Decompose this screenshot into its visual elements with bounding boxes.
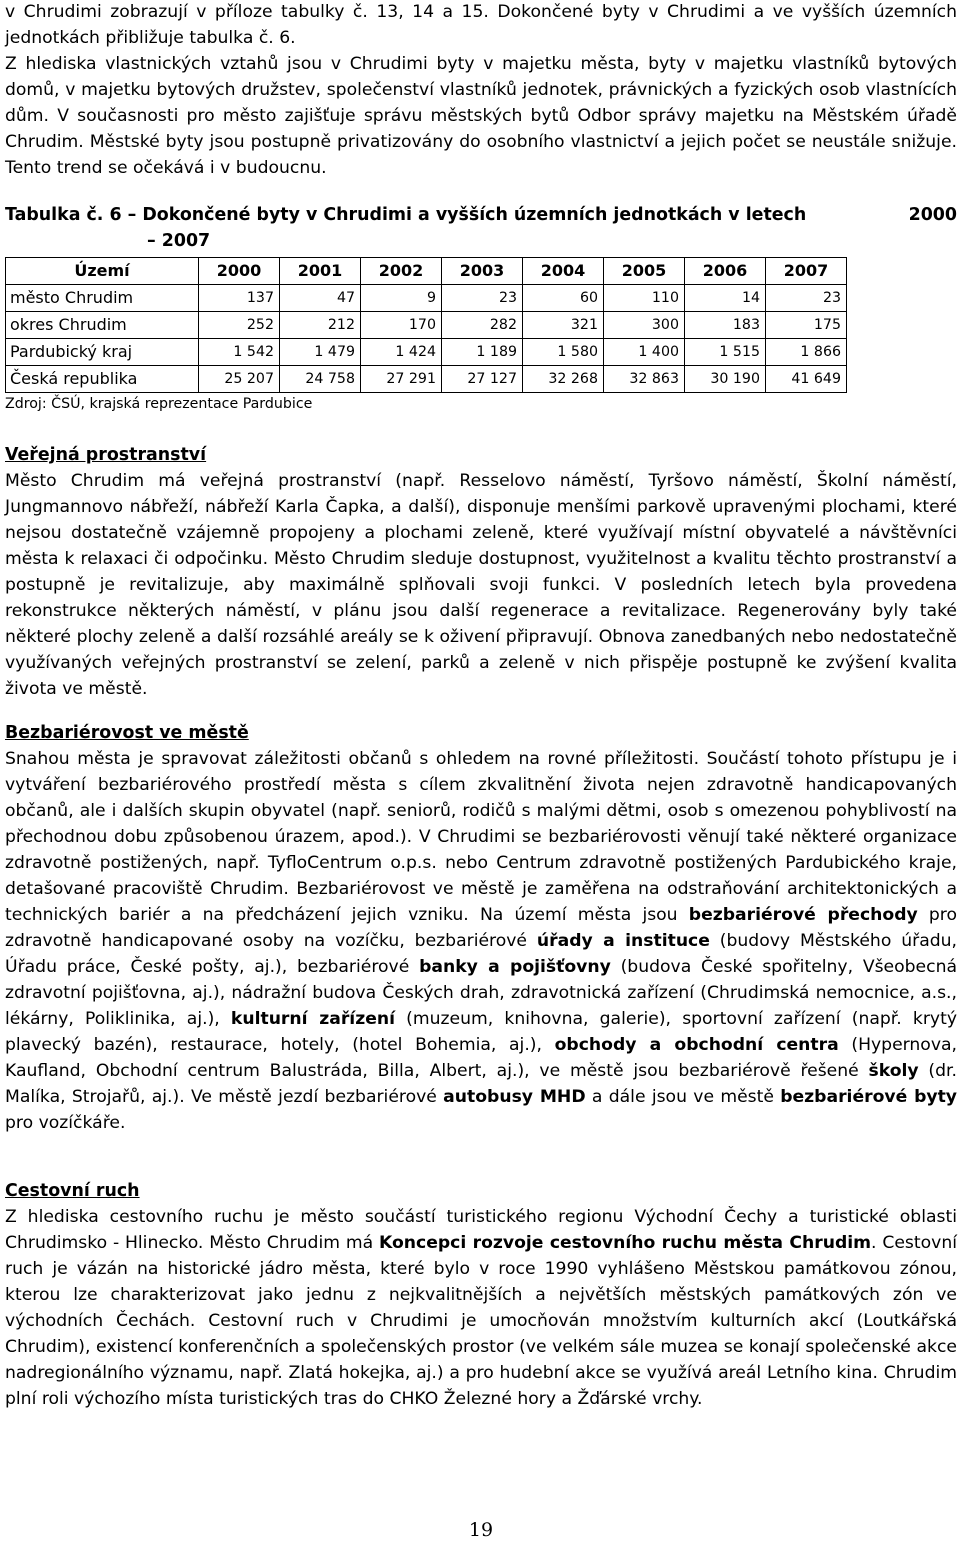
table-cell: 32 863 (604, 366, 685, 393)
table-caption-main: Tabulka č. 6 – Dokončené byty v Chrudimi a vyšších územních jednotkách v letech (5, 205, 807, 225)
table-cell-territory: okres Chrudim (6, 312, 199, 339)
table-row (6, 285, 847, 312)
text-run: (budova České spořitelny, Všeobecná zdravotní pojišťovna, aj.), nádražní budova Českých drah, zdravotnická zařízení (Chrudimská nemocnice, a.s., lékárny, Poliklinika, aj.), (5, 957, 957, 1029)
table-cell: 23 (766, 285, 847, 312)
section-paragraph (5, 1204, 957, 1412)
table-cell: 321 (523, 312, 604, 339)
table-row (6, 312, 847, 339)
table-header-cell: 2007 (766, 258, 847, 285)
text-run: (budovy Městského úřadu, Úřadu práce, České pošty, aj.), bezbariérové (5, 931, 957, 977)
table-header-cell: 2003 (442, 258, 523, 285)
table-caption-year-start: 2000 (908, 205, 957, 225)
intro-paragraph-2: Z hlediska vlastnických vztahů jsou v Chrudimi byty v majetku města, byty v majetku vlastníků bytových domů, v majetku bytových družstev, společenství vlastníků jednotek, právnických a fyzických osob vlastnících dům. V současnosti pro město zajišťuje správu městských bytů Odbor správy majetku na Městském úřadě Chrudim. Městské byty jsou postupně privatizovány do osobního vlastnictví a jejich počet se neustále snižuje. Tento trend se očekává i v budoucnu. (5, 54, 957, 178)
text-run: (dr. Malíka, Strojařů, aj.). Ve městě jezdí bezbariérové (5, 1061, 957, 1107)
bold-run: bezbariérové byty (780, 1087, 958, 1107)
table-cell: 60 (523, 285, 604, 312)
table-header-cell: 2000 (199, 258, 280, 285)
table-cell: 170 (361, 312, 442, 339)
text-run: (Hypernova, Kaufland, Obchodní centrum Balustráda, Billa, Albert, aj.), ve městě jsou bezbariérově řešené (5, 1035, 957, 1081)
bold-run: autobusy MHD (443, 1087, 586, 1107)
section-paragraph: Město Chrudim má veřejná prostranství (např. Resselovo náměstí, Tyršovo náměstí, Školní náměstí, Jungmannovo nábřeží, nábřeží Karla Čapka, a další), disponuje menšími parkově upravenými plochami, které nejsou dostatečně vzájemně propojeny a plochami zeleně, které využívají místní obyvatelé a návštěvníci města k relaxaci či odpočinku. Město Chrudim sleduje dostupnost, využitelnost a kvalitu těchto prostranství a postupně je revitalizuje, aby maximálně splňovali svoji funkci. V posledních letech byla provedena rekonstrukce některých náměstí, v plánu jsou další regenerace a revitalizace. Regenerovány byly také některé plochy zeleně a další rozsáhlé areály se k oživení připravují. Obnova zanedbaných nebo nedostatečně využívaných veřejných prostranství se zelení, parků a zeleně v nich přispěje postupně ke zvýšení kvalita života ve městě. (5, 471, 957, 699)
table-header-cell: 2001 (280, 258, 361, 285)
intro-paragraph-1: v Chrudimi zobrazují v příloze tabulky č. 13, 14 a 15. Dokončené byty v Chrudimi a ve vyšších územních jednotkách přibližuje tabulka č. 6. (5, 2, 957, 48)
table-cell: 300 (604, 312, 685, 339)
table-cell: 1 400 (604, 339, 685, 366)
table-cell: 282 (442, 312, 523, 339)
table-caption-year-end: – 2007 (147, 231, 211, 251)
text-run: (muzeum, knihovna, galerie), sportovní zařízení (např. krytý plavecký bazén), restaurace, hotely, (hotel Bohemia, aj.), (5, 1009, 958, 1055)
table-cell: 23 (442, 285, 523, 312)
table-caption (5, 202, 957, 254)
table-header-cell: 2005 (604, 258, 685, 285)
table-header-cell: 2006 (685, 258, 766, 285)
table-cell: 1 479 (280, 339, 361, 366)
text-run: pro vozíčkáře. (5, 1113, 126, 1133)
table-header-cell: 2002 (361, 258, 442, 285)
bold-run: úřady a instituce (536, 931, 710, 951)
bold-run: kulturní zařízení (230, 1009, 395, 1029)
table-cell: 1 515 (685, 339, 766, 366)
dwellings-table (5, 257, 847, 393)
table-cell: 183 (685, 312, 766, 339)
table-cell: 14 (685, 285, 766, 312)
section-heading: Cestovní ruch (5, 1181, 140, 1201)
bold-run: Koncepci rozvoje cestovního ruchu města Chrudim (378, 1233, 872, 1253)
intro-text (5, 0, 957, 181)
table-row (6, 366, 847, 393)
table-cell-territory: Pardubický kraj (6, 339, 199, 366)
section-tourism (5, 1178, 957, 1412)
table-cell: 30 190 (685, 366, 766, 393)
section-paragraph (5, 746, 957, 1136)
table-cell: 24 758 (280, 366, 361, 393)
table-header-row (6, 258, 847, 285)
table-cell: 175 (766, 312, 847, 339)
table-cell: 1 580 (523, 339, 604, 366)
bold-run: banky a pojišťovny (419, 957, 611, 977)
text-run: pro zdravotně handicapované osoby na vozíčku, bezbariérové (5, 905, 958, 951)
table-cell: 9 (361, 285, 442, 312)
table-cell: 137 (199, 285, 280, 312)
section-heading: Veřejná prostranství (5, 445, 207, 465)
table-cell: 110 (604, 285, 685, 312)
section-heading: Bezbariérovost ve městě (5, 723, 249, 743)
table-cell: 212 (280, 312, 361, 339)
bold-run: obchody a obchodní centra (554, 1035, 839, 1055)
table-cell: 25 207 (199, 366, 280, 393)
table-row (6, 339, 847, 366)
bold-run: školy (868, 1061, 919, 1081)
table-cell: 47 (280, 285, 361, 312)
table-cell: 1 866 (766, 339, 847, 366)
text-run: Snahou města je spravovat záležitosti občanů s ohledem na rovné příležitosti. Součástí tohoto přístupu je i vytváření bezbariérového prostředí města s cílem zkvalitnění života nejen zdravotně handicapovaných občanů, ale i dalších skupin obyvatel (např. seniorů, rodičů s malými dětmi, osob s omezenou pohyblivostí na přechodnou dobu způsobenou úrazem, apod.). V Chrudimi se bezbariérovosti věnují také některé organizace zdravotně postižených, např. TyfloCentrum o.p.s. nebo Centrum zdravotně postižených Pardubického kraje, detašované pracoviště Chrudim. Bezbariérovost ve městě je zaměřena na odstraňování architektonických a technických bariér a na předcházení jejich vzniku. Na území města jsou (5, 749, 957, 925)
table-source: Zdroj: ČSÚ, krajská reprezentace Pardubice (5, 396, 313, 412)
table-header-cell: Území (6, 258, 199, 285)
bold-run: bezbariérové přechody (688, 905, 918, 925)
table-cell: 32 268 (523, 366, 604, 393)
page-number: 19 (468, 1519, 494, 1541)
table-cell: 27 127 (442, 366, 523, 393)
table-cell: 1 424 (361, 339, 442, 366)
text-run: Z hlediska cestovního ruchu je město součástí turistického regionu Východní Čechy a turistické oblasti Chrudimsko - Hlinecko. Město Chrudim má (5, 1207, 957, 1253)
table-cell: 41 649 (766, 366, 847, 393)
table-cell-territory: Česká republika (6, 366, 199, 393)
text-run: . Cestovní ruch je vázán na historické jádro města, které bylo v roce 1990 vyhlášeno Městskou památkovou zónou, kterou lze charakterizovat jako jednu z nejkvalitnějších a největších městských památkových zón ve východních Čechách. Cestovní ruch v Chrudimi je umocňován množstvím kulturních akcí (Loutkářská Chrudim), existencí konferenčních a společenských prostor (ve velkém sále muzea se konají společenské akce nadregionálního významu, např. Zlatá hokejka, aj.) a pro hudební akce se využívá areál Letního kina. Chrudim plní roli výchozího místa turistických tras do CHKO Železné hory a Žďárské vrchy. (5, 1233, 957, 1409)
table-cell: 27 291 (361, 366, 442, 393)
text-run: a dále jsou ve městě (585, 1087, 781, 1107)
table-cell: 1 542 (199, 339, 280, 366)
table-cell-territory: město Chrudim (6, 285, 199, 312)
section-public-spaces (5, 442, 957, 702)
table-cell: 1 189 (442, 339, 523, 366)
table-cell: 252 (199, 312, 280, 339)
section-accessibility (5, 720, 957, 1136)
table-header-cell: 2004 (523, 258, 604, 285)
